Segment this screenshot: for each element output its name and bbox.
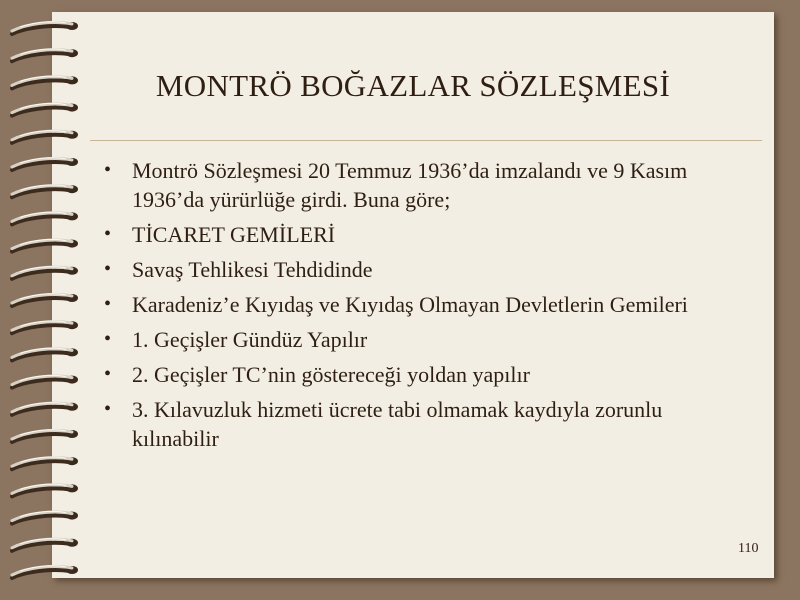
spiral-ring	[12, 49, 78, 61]
bullet-item: • TİCARET GEMİLERİ	[100, 220, 740, 249]
spiral-ring	[12, 131, 78, 143]
spiral-ring	[12, 484, 78, 496]
spiral-ring	[12, 403, 78, 415]
bullet-item: • 1. Geçişler Gündüz Yapılır	[100, 325, 740, 354]
bullet-item: • Savaş Tehlikesi Tehdidinde	[100, 255, 740, 284]
bullet-item: • 2. Geçişler TC’nin göstereceği yoldan yapılır	[100, 360, 740, 389]
spiral-ring	[12, 103, 78, 115]
bullet-item: • Karadeniz’e Kıyıdaş ve Kıyıdaş Olmayan Devletlerin Gemileri	[100, 290, 740, 319]
spiral-ring	[12, 267, 78, 279]
spiral-ring	[12, 348, 78, 360]
spiral-ring	[12, 430, 78, 442]
spiral-ring	[12, 511, 78, 523]
bullet-item: • 3. Kılavuzluk hizmeti ücrete tabi olmamak kaydıyla zorunlu kılınabilir	[100, 395, 740, 453]
spiral-ring	[12, 185, 78, 197]
slide-title: MONTRÖ BOĞAZLAR SÖZLEŞMESİ	[155, 68, 671, 103]
bullet-list	[100, 156, 740, 459]
bullet-item: • Montrö Sözleşmesi 20 Temmuz 1936’da imzalandı ve 9 Kasım 1936’da yürürlüğe girdi. Buna göre;	[100, 156, 740, 214]
title-divider	[90, 140, 762, 141]
spiral-ring	[12, 212, 78, 224]
page-number: 110	[738, 541, 759, 556]
spiral-ring	[12, 158, 78, 170]
spiral-ring	[12, 22, 78, 34]
spiral-ring	[12, 457, 78, 469]
spiral-ring	[12, 566, 78, 578]
spiral-ring	[12, 375, 78, 387]
spiral-ring	[12, 539, 78, 551]
spiral-ring	[12, 294, 78, 306]
spiral-ring	[12, 239, 78, 251]
spiral-ring	[12, 321, 78, 333]
